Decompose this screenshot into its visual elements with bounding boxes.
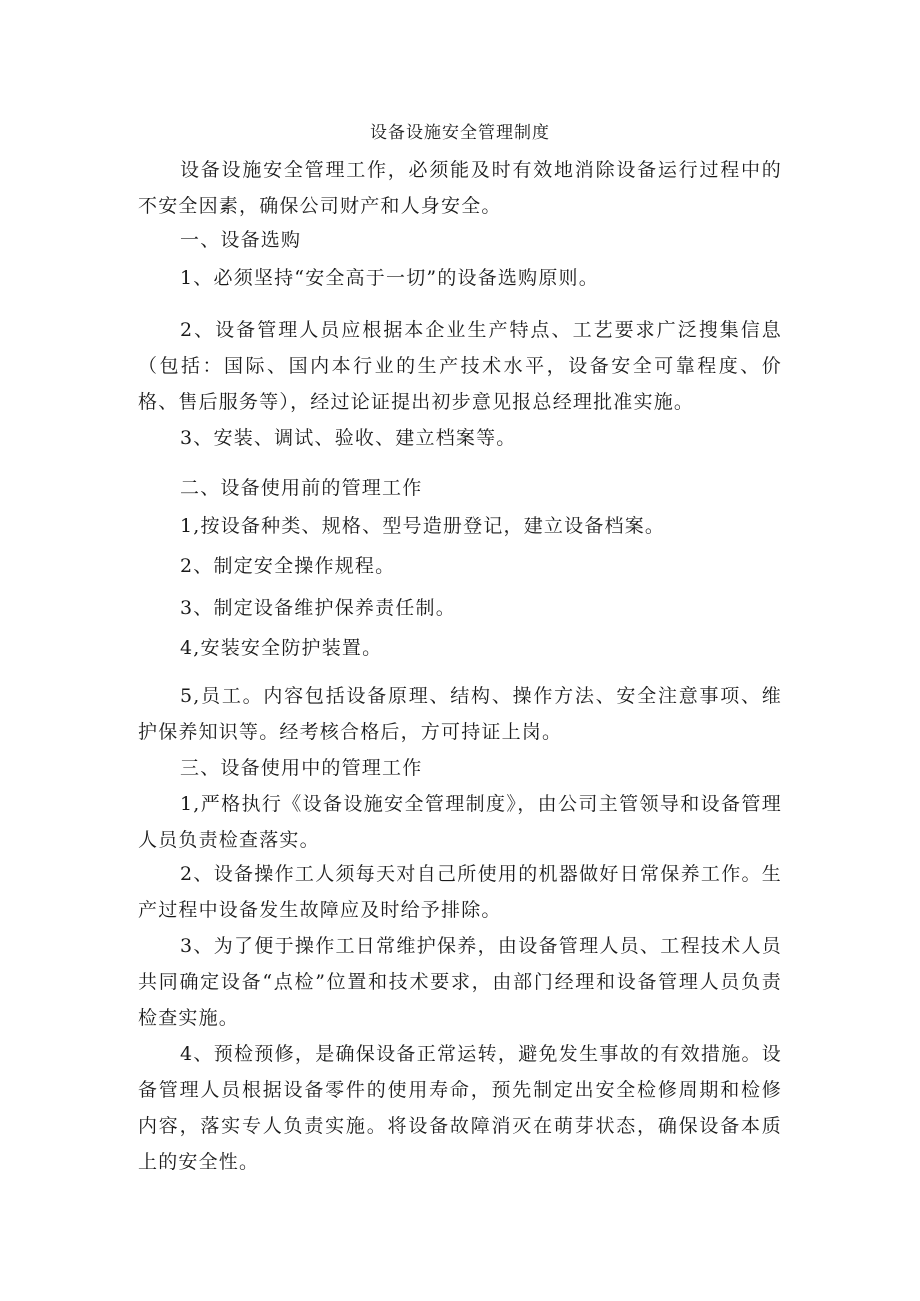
list-item: 3、安装、调试、验收、建立档案等。 bbox=[180, 427, 517, 449]
section-heading-1: 一、设备选购 bbox=[180, 229, 302, 251]
section-heading-2: 二、设备使用前的管理工作 bbox=[180, 477, 423, 499]
list-item: 4,安装安全防护装置。 bbox=[180, 637, 383, 659]
list-item: 3、为了便于操作工日常维护保养，由设备管理人员、工程技术人员共同确定设备“点检”位置和技术要求，由部门经理和设备管理人员负责检查实施。 bbox=[138, 935, 782, 1029]
list-item: 2、设备操作工人须每天对自己所使用的机器做好日常保养工作。生产过程中设备发生故障应及时给予排除。 bbox=[138, 863, 782, 921]
list-item: 2、设备管理人员应根据本企业生产特点、工艺要求广泛搜集信息（包括：国际、国内本行业的生产技术水平，设备安全可靠程度、价格、售后服务等），经过论证提出初步意见报总经理批准实施。 bbox=[138, 319, 782, 413]
list-item: 4、预检预修，是确保设备正常运转，避免发生事故的有效措施。设备管理人员根据设备零件的使用寿命，预先制定出安全检修周期和检修内容，落实专人负责实施。将设备故障消灭在萌芽状态，确保设备本质上的安全性。 bbox=[138, 1043, 782, 1173]
document-title: 设备设施安全管理制度 bbox=[370, 123, 550, 143]
list-item: 2、制定安全操作规程。 bbox=[180, 555, 396, 577]
list-item: 1,严格执行《设备设施安全管理制度》，由公司主管领导和设备管理人员负责检查落实。 bbox=[138, 793, 782, 851]
list-item: 1,按设备种类、规格、型号造册登记，建立设备档案。 bbox=[180, 515, 666, 537]
list-item: 3、制定设备维护保养责任制。 bbox=[180, 597, 456, 619]
list-item: 1、必须坚持“安全高于一切”的设备选购原则。 bbox=[180, 267, 599, 289]
section-heading-3: 三、设备使用中的管理工作 bbox=[180, 757, 423, 779]
intro-paragraph: 设备设施安全管理工作，必须能及时有效地消除设备运行过程中的不安全因素，确保公司财产和人身安全。 bbox=[138, 159, 782, 217]
list-item: 5,员工。内容包括设备原理、结构、操作方法、安全注意事项、维护保养知识等。经考核合格后，方可持证上岗。 bbox=[138, 685, 782, 743]
